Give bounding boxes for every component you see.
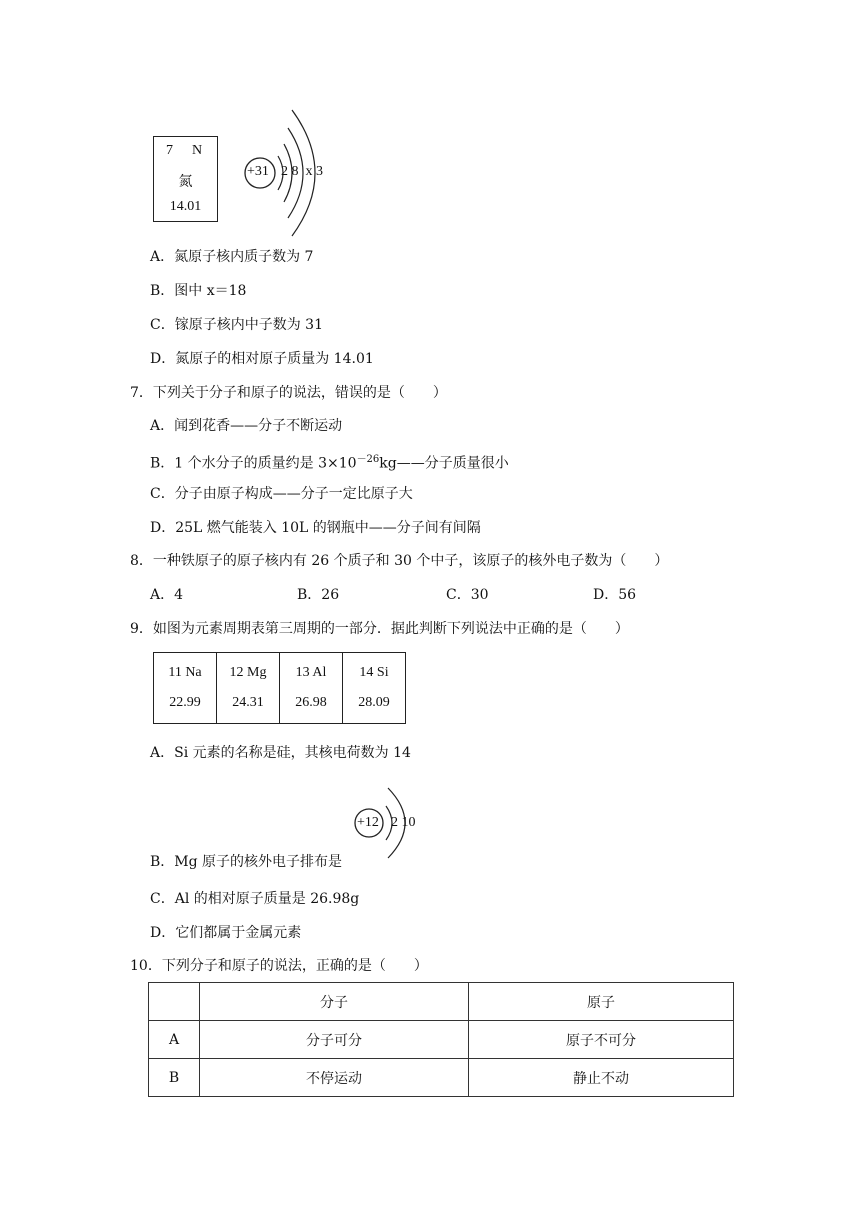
table-header-row bbox=[149, 983, 734, 1021]
period-cell-si bbox=[343, 653, 406, 724]
q7-option-b-exponent: －26 bbox=[356, 454, 380, 465]
q8-stem: 8．一种铁原子的原子核内有 26 个质子和 30 个中子，该原子的核外电子数为（ ） bbox=[130, 553, 669, 569]
table-cell: 原子不可分 bbox=[469, 1021, 734, 1059]
q6-option-a: A．氮原子核内质子数为 7 bbox=[150, 249, 314, 265]
table-header-cell bbox=[149, 983, 200, 1021]
element-name: 氮 bbox=[178, 174, 193, 190]
q7-stem: 7．下列关于分子和原子的说法，错误的是（ ） bbox=[130, 385, 447, 401]
q8-option-d: D．56 bbox=[593, 587, 637, 603]
period-cell-mass: 28.09 bbox=[358, 695, 390, 710]
q7-option-b-suffix: kg——分子质量很小 bbox=[379, 455, 509, 472]
table-cell: 不停运动 bbox=[200, 1059, 469, 1097]
table-cell: B bbox=[149, 1059, 200, 1097]
period-cell-na bbox=[154, 653, 217, 724]
period-cell-mass: 22.99 bbox=[169, 695, 201, 710]
q6-option-c: C．镓原子核内中子数为 31 bbox=[150, 317, 323, 333]
element-card-nitrogen bbox=[153, 136, 218, 222]
q7-option-d: D．25L 燃气能装入 10L 的钢瓶中——分子间有间隔 bbox=[150, 520, 481, 536]
period-cell-mass: 26.98 bbox=[295, 695, 327, 710]
element-number: 7 bbox=[166, 143, 173, 158]
q9-option-d: D．它们都属于金属元素 bbox=[150, 925, 302, 941]
q9-option-a: A．Si 元素的名称是硅，其核电荷数为 14 bbox=[150, 745, 411, 761]
period-cell-symbol: 13 Al bbox=[295, 665, 327, 680]
table-cell: 静止不动 bbox=[469, 1059, 734, 1097]
q10-stem: 10．下列分子和原子的说法，正确的是（ ） bbox=[130, 958, 428, 974]
q8-options bbox=[0, 585, 860, 605]
q9-stem: 9．如图为元素周期表第三周期的一部分．据此判断下列说法中正确的是（ ） bbox=[130, 621, 629, 637]
magnesium-shell-electrons: 2 10 bbox=[391, 815, 416, 830]
period-three-table bbox=[153, 652, 406, 724]
q10-table bbox=[148, 982, 734, 1097]
period-cell-mass: 24.31 bbox=[232, 695, 264, 710]
q7-option-b bbox=[150, 450, 509, 474]
q8-option-b: B．26 bbox=[297, 587, 340, 603]
q8-option-a: A．4 bbox=[150, 587, 184, 603]
table-row bbox=[149, 1021, 734, 1059]
element-mass: 14.01 bbox=[169, 199, 202, 214]
magnesium-nucleus-charge: +12 bbox=[357, 815, 379, 830]
period-cell-mg bbox=[217, 653, 280, 724]
period-cell-symbol: 14 Si bbox=[359, 665, 389, 680]
period-cell-al bbox=[280, 653, 343, 724]
table-row bbox=[149, 1059, 734, 1097]
q9-option-c: C．Al 的相对原子质量是 26.98g bbox=[150, 891, 360, 907]
q9-option-b: B．Mg 原子的核外电子排布是 bbox=[150, 854, 343, 870]
table-header-cell: 原子 bbox=[469, 983, 734, 1021]
q7-option-c: C．分子由原子构成——分子一定比原子大 bbox=[150, 486, 413, 502]
q7-option-b-prefix: B．1 个水分子的质量约是 3×10 bbox=[150, 455, 357, 472]
table-cell: 分子可分 bbox=[200, 1021, 469, 1059]
q7-option-a: A．闻到花香——分子不断运动 bbox=[150, 418, 343, 434]
period-cell-symbol: 11 Na bbox=[168, 665, 202, 680]
q8-option-c: C．30 bbox=[446, 587, 489, 603]
q6-option-b: B．图中 x＝18 bbox=[150, 283, 247, 299]
gallium-nucleus-charge: +31 bbox=[247, 164, 269, 179]
period-cell-symbol: 12 Mg bbox=[229, 665, 267, 680]
table-cell: A bbox=[149, 1021, 200, 1059]
q6-option-d: D．氮原子的相对原子质量为 14.01 bbox=[150, 351, 374, 367]
element-symbol: N bbox=[192, 143, 203, 158]
gallium-shell-electrons: 2 8 x 3 bbox=[281, 164, 323, 179]
table-header-cell: 分子 bbox=[200, 983, 469, 1021]
